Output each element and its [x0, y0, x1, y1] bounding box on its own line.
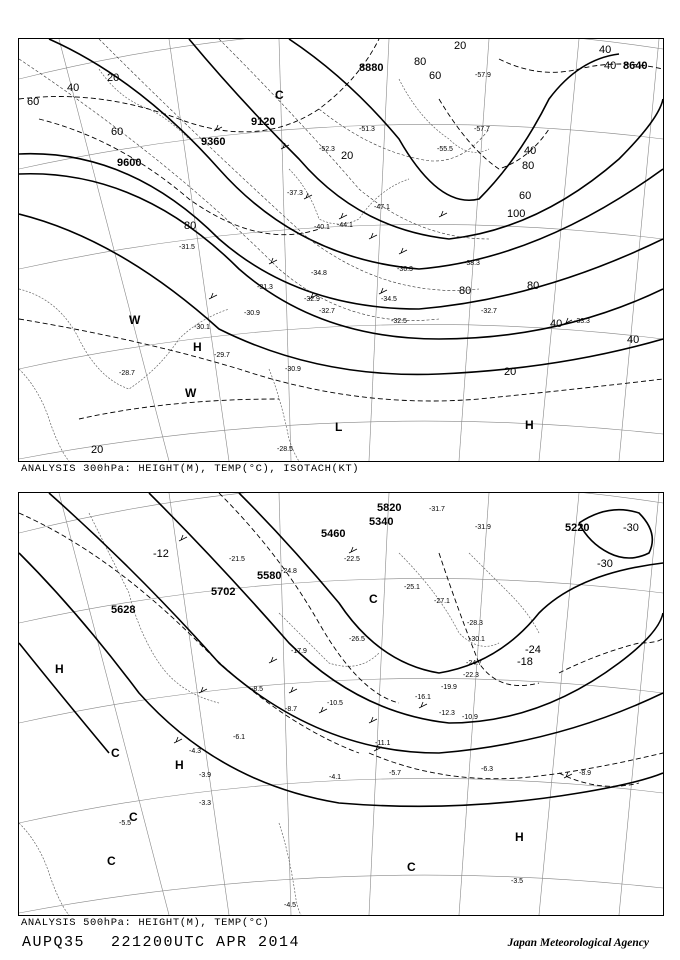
- temp-label: -10.5: [327, 700, 343, 707]
- temp-label: -5.5: [119, 820, 132, 827]
- temp-label: -28.3: [467, 620, 483, 627]
- height-label: 9360: [201, 136, 226, 148]
- isotach-label: 40: [524, 145, 537, 157]
- chart-datetime: 221200UTC APR 2014: [111, 934, 301, 951]
- isotherm-label: -30: [597, 558, 613, 570]
- temp-label: -3.3: [199, 800, 212, 807]
- temp-label: -8.7: [285, 706, 298, 713]
- height-label: 8640: [623, 60, 648, 72]
- temp-label: -34.8: [311, 270, 327, 277]
- temp-label: -38.3: [464, 260, 480, 267]
- temp-label: -31.3: [257, 284, 273, 291]
- temp-label: -30.1: [469, 636, 485, 643]
- height-label: 5340: [369, 516, 394, 528]
- low-pressure-marker: L: [335, 420, 343, 434]
- temp-label: -11.1: [375, 740, 391, 747]
- temp-label: -28.5: [277, 446, 293, 453]
- graticule-parallels: [19, 39, 663, 459]
- temp-label: -47.1: [374, 204, 390, 211]
- isotach-label: 60: [111, 126, 124, 138]
- cold-center-marker: C: [275, 88, 284, 102]
- high-pressure-marker: H: [193, 340, 202, 354]
- high-pressure-marker: H: [55, 662, 64, 676]
- temp-label: -32.7: [319, 308, 335, 315]
- map-500hpa[interactable]: [18, 492, 664, 916]
- isotach-label: 20: [91, 444, 104, 456]
- temp-label: -51.3: [359, 126, 375, 133]
- temp-label: -52.3: [319, 146, 335, 153]
- warm-center-marker: W: [185, 386, 197, 400]
- isotach-label: 80: [522, 160, 535, 172]
- temp-label: -12.3: [439, 710, 455, 717]
- height-label: 5580: [257, 570, 282, 582]
- temp-label: -32.5: [391, 318, 407, 325]
- isotach-label: 40: [599, 44, 612, 56]
- temp-label: -37.3: [287, 190, 303, 197]
- temp-label: -33.3: [574, 318, 590, 325]
- isotach-label: 20: [341, 150, 354, 162]
- temp-label: -40.1: [314, 224, 330, 231]
- high-pressure-marker: H: [515, 830, 524, 844]
- isotach-label: 60: [519, 190, 532, 202]
- isotach-label: 20: [107, 72, 120, 84]
- height-label: 5220: [565, 522, 590, 534]
- isotach-label: 100: [507, 208, 526, 220]
- isotach-contours-300: [19, 39, 663, 419]
- temp-label: -57.9: [475, 72, 491, 79]
- isotherm-label: -24: [525, 644, 541, 656]
- agency-name: Japan Meteorological Agency: [507, 937, 649, 949]
- isotherm-label: -12: [153, 548, 169, 560]
- temp-labels-500: [119, 506, 591, 909]
- isotach-label: 60: [27, 96, 40, 108]
- isotach-label: 80: [414, 56, 427, 68]
- temp-label: -24.8: [281, 568, 297, 575]
- temp-label: -16.1: [415, 694, 431, 701]
- temp-label: -19.9: [441, 684, 457, 691]
- temp-label: -36.3: [397, 266, 413, 273]
- temp-label: -30.1: [194, 324, 210, 331]
- temp-label: -10.9: [462, 714, 478, 721]
- cold-center-marker: C: [107, 854, 116, 868]
- isotach-label: 40: [550, 318, 563, 330]
- wind-barbs-500: [174, 535, 572, 778]
- temp-label: -22.5: [344, 556, 360, 563]
- isotach-label: 80: [459, 285, 472, 297]
- isotach-label: 20: [504, 366, 517, 378]
- height-label: 5460: [321, 528, 346, 540]
- chart-code: AUPQ35: [22, 934, 86, 951]
- temp-label: -6.1: [233, 734, 246, 741]
- temp-label: -26.5: [349, 636, 365, 643]
- height-labels-300: [117, 60, 647, 169]
- temp-label: -25.1: [404, 584, 420, 591]
- panel-caption-300: ANALYSIS 300hPa: HEIGHT(M), TEMP(°C), ISOTACH(KT): [21, 463, 360, 475]
- temp-label: -8.9: [579, 770, 592, 777]
- temp-label: -31.7: [429, 506, 445, 513]
- map-300hpa-svg: [19, 39, 663, 461]
- map-500hpa-svg: [19, 493, 663, 915]
- isotherm-label: -30: [623, 522, 639, 534]
- isotach-label: 60: [429, 70, 442, 82]
- pressure-centers-500: [55, 592, 524, 874]
- isotherm-label: -18: [517, 656, 533, 668]
- height-label: 9120: [251, 116, 276, 128]
- warm-center-marker: W: [129, 313, 141, 327]
- cold-center-marker: C: [111, 746, 120, 760]
- height-label: 8880: [359, 62, 384, 74]
- isotach-label: 40: [604, 60, 617, 72]
- temp-label: -29.7: [214, 352, 230, 359]
- isotach-label: 80: [527, 280, 540, 292]
- height-label: 5702: [211, 586, 236, 598]
- temp-label: -4.3: [189, 748, 202, 755]
- temp-label: -32.7: [481, 308, 497, 315]
- height-label: 5820: [377, 502, 402, 514]
- height-label: 9600: [117, 157, 142, 169]
- temp-label: -5.7: [389, 770, 402, 777]
- isotach-label: 80: [184, 220, 197, 232]
- temp-label: -31.5: [179, 244, 195, 251]
- temp-label: -6.3: [481, 766, 494, 773]
- temp-label: -30.9: [244, 310, 260, 317]
- temp-label: -17.9: [291, 648, 307, 655]
- temp-label: -8.5: [251, 686, 264, 693]
- cold-center-marker: C: [129, 810, 138, 824]
- temp-label: -55.5: [437, 146, 453, 153]
- isotach-label: 40: [627, 334, 640, 346]
- isotach-label: 40: [67, 82, 80, 94]
- high-pressure-marker: H: [525, 418, 534, 432]
- temp-label: -24.7: [466, 660, 482, 667]
- temp-label: -32.9: [304, 296, 320, 303]
- temp-label: -31.9: [475, 524, 491, 531]
- temp-label: -3.9: [199, 772, 212, 779]
- chart-identifier: [22, 934, 326, 951]
- cold-center-marker: C: [407, 860, 416, 874]
- temp-label: -4.5: [284, 902, 297, 909]
- temp-label: -44.1: [337, 222, 353, 229]
- temp-label: -57.7: [474, 126, 490, 133]
- temp-label: -34.5: [381, 296, 397, 303]
- temp-label: -27.1: [434, 598, 450, 605]
- height-label: 5628: [111, 604, 136, 616]
- temp-label: -28.7: [119, 370, 135, 377]
- map-300hpa[interactable]: [18, 38, 664, 462]
- isotach-label: 20: [454, 40, 467, 52]
- temp-label: -30.9: [285, 366, 301, 373]
- high-pressure-marker: H: [175, 758, 184, 772]
- temp-label: -21.5: [229, 556, 245, 563]
- temp-label: -22.3: [463, 672, 479, 679]
- panel-caption-500: ANALYSIS 500hPa: HEIGHT(M), TEMP(°C): [21, 917, 270, 929]
- temp-label: -3.5: [511, 878, 524, 885]
- temp-label: -4.1: [329, 774, 342, 781]
- cold-center-marker: C: [369, 592, 378, 606]
